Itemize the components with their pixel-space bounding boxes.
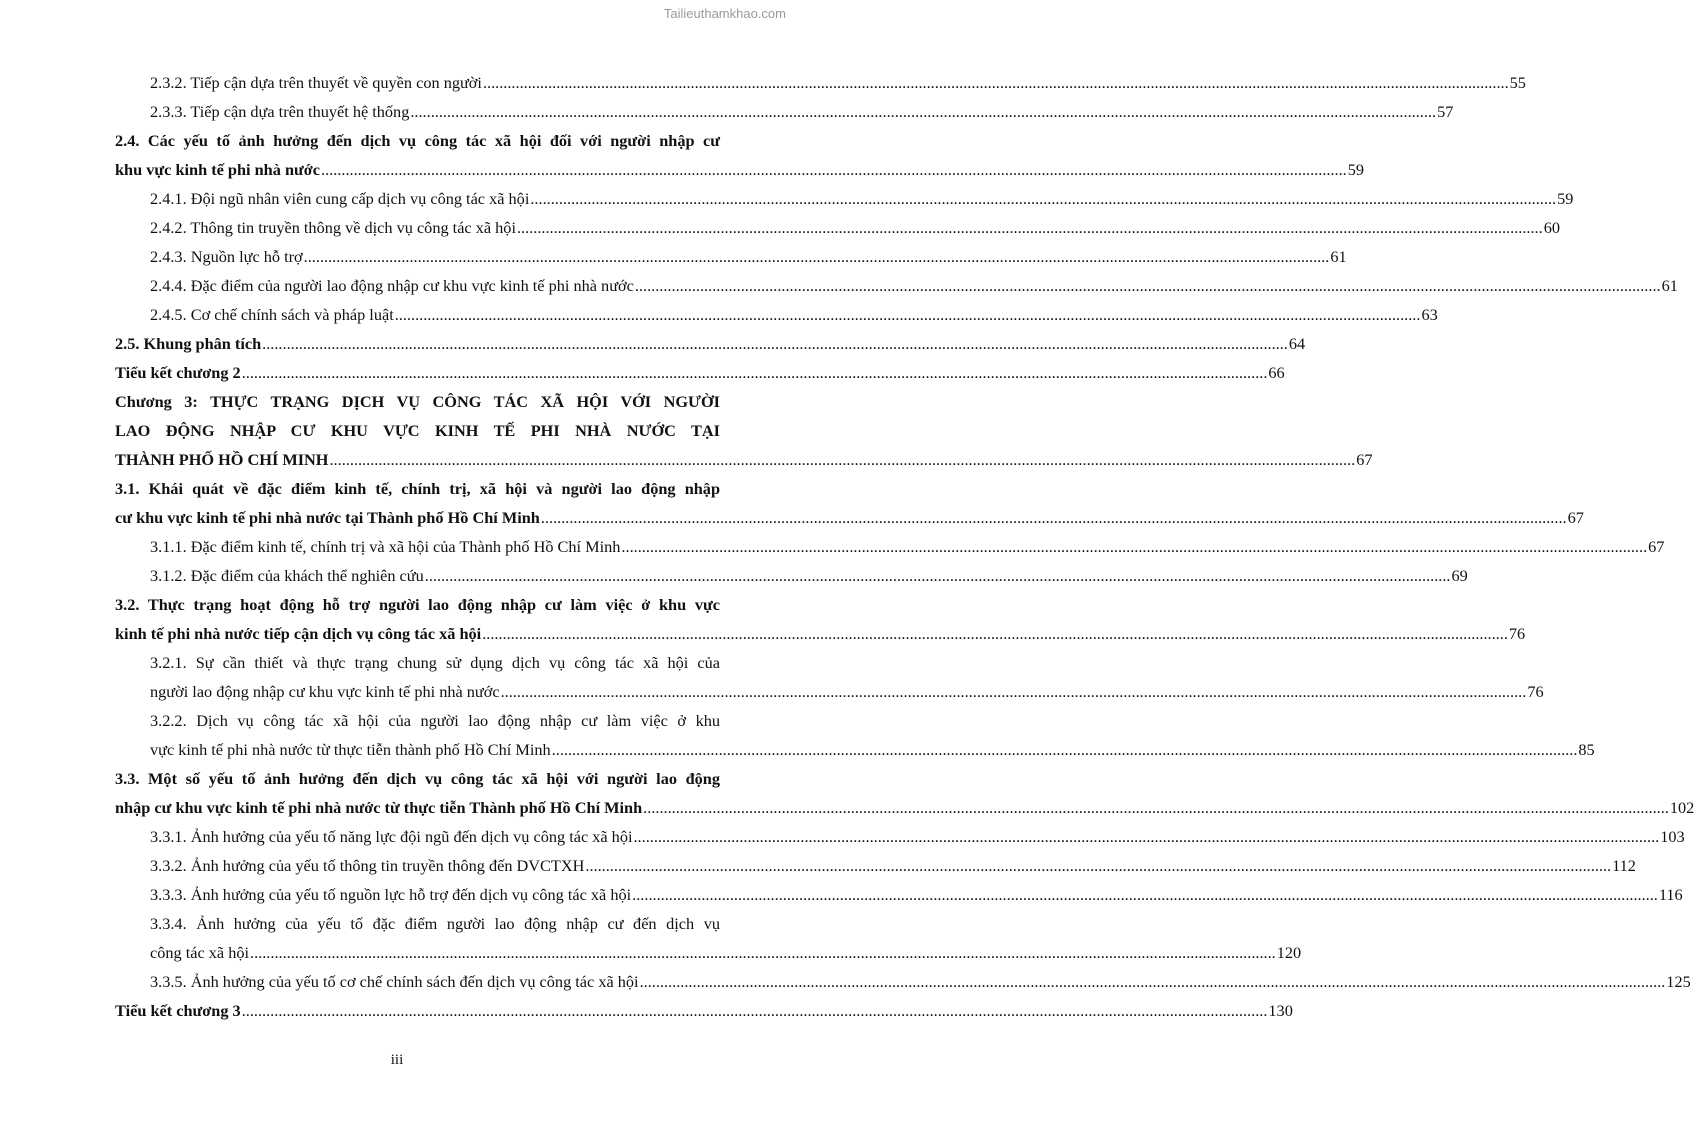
toc-entry[interactable]	[115, 798, 1694, 827]
toc-entry[interactable]	[115, 189, 1574, 218]
toc-entry[interactable]	[115, 73, 1526, 102]
toc-entry[interactable]	[115, 972, 1691, 1001]
toc-entry-heading-line[interactable]: 3.1. Khái quát về đặc điểm kinh tế, chính trị, xã hội và người lao động nhập	[115, 479, 720, 498]
toc-entry[interactable]	[115, 218, 1560, 247]
toc-entry-title: 3.3.1. Ảnh hưởng của yếu tố năng lực đội ngũ đến dịch vụ công tác xã hội	[150, 827, 633, 846]
leader-dots	[633, 827, 1659, 847]
toc-entry-title: THÀNH PHỐ HỒ CHÍ MINH	[115, 450, 329, 469]
toc-entry-title: kinh tế phi nhà nước tiếp cận dịch vụ công tác xã hội	[115, 624, 482, 643]
table-of-contents	[115, 73, 1694, 1030]
leader-dots	[541, 508, 1567, 528]
toc-entry-title: 2.5. Khung phân tích	[115, 334, 262, 353]
toc-entry-title: khu vực kinh tế phi nhà nước	[115, 160, 321, 179]
toc-entry-title: 3.3.2. Ảnh hưởng của yếu tố thông tin truyền thông đến DVCTXH	[150, 856, 585, 875]
leader-dots	[635, 276, 1661, 296]
toc-entry-page: 55	[1509, 73, 1526, 92]
toc-entry-page: 64	[1288, 334, 1306, 353]
toc-entry-heading-line[interactable]: 3.2. Thực trạng hoạt động hỗ trợ người lao động nhập cư làm việc ở khu vực	[115, 595, 720, 614]
leader-dots	[425, 566, 1451, 586]
toc-entry-heading-line[interactable]: 3.3.4. Ảnh hưởng của yếu tố đặc điểm người lao động nhập cư đến dịch vụ	[150, 914, 720, 933]
toc-entry-page: 61	[1661, 276, 1678, 295]
toc-entry-heading-line[interactable]: 3.2.1. Sự cần thiết và thực trạng chung sử dụng dịch vụ công tác xã hội của	[150, 653, 720, 672]
toc-entry-title: nhập cư khu vực kinh tế phi nhà nước từ thực tiễn Thành phố Hồ Chí Minh	[115, 798, 643, 817]
leader-dots	[632, 885, 1658, 905]
toc-entry-title: 3.3.3. Ảnh hưởng của yếu tố nguồn lực hỗ trợ đến dịch vụ công tác xã hội	[150, 885, 632, 904]
leader-dots	[304, 247, 1330, 267]
toc-entry[interactable]	[115, 624, 1526, 653]
toc-entry-title: công tác xã hội	[150, 943, 250, 962]
toc-entry-page: 66	[1268, 363, 1285, 382]
toc-entry[interactable]	[115, 247, 1347, 276]
toc-entry-title: 2.4.5. Cơ chế chính sách và pháp luật	[150, 305, 394, 324]
toc-entry-page: 112	[1612, 856, 1636, 875]
toc-entry-page: 59	[1557, 189, 1574, 208]
toc-entry[interactable]	[115, 1001, 1293, 1030]
toc-entry-heading-line[interactable]: Chương 3: THỰC TRẠNG DỊCH VỤ CÔNG TÁC XÃ HỘI VỚI NGƯỜI	[115, 392, 720, 411]
toc-entry-page: 116	[1658, 885, 1683, 904]
leader-dots	[585, 856, 1611, 876]
toc-entry-title: 3.1.2. Đặc điểm của khách thể nghiên cứu	[150, 566, 424, 585]
leader-dots	[643, 798, 1669, 818]
leader-dots	[552, 740, 1578, 760]
toc-entry-title: 3.3.5. Ảnh hưởng của yếu tố cơ chế chính sách đến dịch vụ công tác xã hội	[150, 972, 639, 991]
toc-entry-title: cư khu vực kinh tế phi nhà nước tại Thành phố Hồ Chí Minh	[115, 508, 540, 527]
toc-entry-title: Tiểu kết chương 3	[115, 1001, 241, 1020]
toc-entry-page: 85	[1578, 740, 1595, 759]
toc-entry[interactable]	[115, 276, 1678, 305]
page-number: iii	[390, 1052, 404, 1068]
toc-entry[interactable]	[115, 334, 1306, 363]
toc-entry-page: 63	[1421, 305, 1438, 324]
leader-dots	[640, 972, 1666, 992]
toc-entry[interactable]	[115, 160, 1365, 189]
toc-entry-heading-line[interactable]: 3.2.2. Dịch vụ công tác xã hội của người lao động nhập cư làm việc ở khu	[150, 711, 720, 730]
leader-dots	[250, 943, 1276, 963]
toc-entry-heading-line[interactable]: 3.3. Một số yếu tố ảnh hưởng đến dịch vụ công tác xã hội với người lao động	[115, 769, 720, 788]
toc-entry-title: 3.1.1. Đặc điểm kinh tế, chính trị và xã hội của Thành phố Hồ Chí Minh	[150, 537, 621, 556]
toc-entry[interactable]	[115, 885, 1683, 914]
toc-entry-page: 76	[1527, 682, 1544, 701]
toc-entry-title: 2.4.2. Thông tin truyền thông về dịch vụ công tác xã hội	[150, 218, 516, 237]
toc-entry-title: vực kinh tế phi nhà nước từ thực tiễn thành phố Hồ Chí Minh	[150, 740, 551, 759]
leader-dots	[321, 160, 1347, 180]
toc-entry-page: 59	[1347, 160, 1365, 179]
toc-entry-page: 57	[1437, 102, 1454, 121]
leader-dots	[483, 73, 1509, 93]
toc-entry[interactable]	[115, 682, 1544, 711]
toc-entry[interactable]	[115, 827, 1685, 856]
leader-dots	[329, 450, 1355, 470]
toc-entry[interactable]	[115, 943, 1302, 972]
toc-entry-title: 2.3.3. Tiếp cận dựa trên thuyết hệ thống	[150, 102, 410, 121]
toc-entry[interactable]	[115, 363, 1285, 392]
toc-entry-page: 102	[1669, 798, 1694, 817]
toc-entry[interactable]	[115, 740, 1595, 769]
toc-entry-title: 2.4.4. Đặc điểm của người lao động nhập cư khu vực kinh tế phi nhà nước	[150, 276, 634, 295]
toc-entry-page: 69	[1451, 566, 1468, 585]
watermark: Tailieuthamkhao.com	[663, 6, 786, 21]
leader-dots	[501, 682, 1527, 702]
toc-entry-heading-line[interactable]: LAO ĐỘNG NHẬP CƯ KHU VỰC KINH TẾ PHI NHÀ NƯỚC TẠI	[115, 421, 720, 440]
leader-dots	[517, 218, 1543, 238]
toc-entry-title: 2.4.1. Đội ngũ nhân viên cung cấp dịch vụ công tác xã hội	[150, 189, 530, 208]
leader-dots	[410, 102, 1436, 122]
toc-entry-title: Tiểu kết chương 2	[115, 363, 241, 382]
toc-entry[interactable]	[115, 508, 1584, 537]
leader-dots	[242, 1001, 1268, 1021]
toc-entry[interactable]	[115, 537, 1665, 566]
toc-entry-page: 60	[1543, 218, 1560, 237]
toc-entry[interactable]	[115, 102, 1454, 131]
toc-entry-title: 2.3.2. Tiếp cận dựa trên thuyết về quyền con người	[150, 73, 482, 92]
toc-entry[interactable]	[115, 856, 1636, 885]
toc-entry-title: người lao động nhập cư khu vực kinh tế phi nhà nước	[150, 682, 500, 701]
toc-entry-title: 2.4.3. Nguồn lực hỗ trợ	[150, 247, 303, 266]
leader-dots	[621, 537, 1647, 557]
toc-entry-heading-line[interactable]: 2.4. Các yếu tố ảnh hưởng đến dịch vụ công tác xã hội đối với người nhập cư	[115, 131, 720, 150]
toc-entry-page: 120	[1276, 943, 1302, 962]
toc-entry-page: 76	[1508, 624, 1526, 643]
toc-entry[interactable]	[115, 450, 1373, 479]
toc-entry-page: 61	[1330, 247, 1347, 266]
leader-dots	[530, 189, 1556, 209]
toc-entry-page: 125	[1666, 972, 1691, 991]
leader-dots	[262, 334, 1288, 354]
leader-dots	[395, 305, 1421, 325]
leader-dots	[242, 363, 1268, 383]
leader-dots	[482, 624, 1508, 644]
toc-entry-page: 67	[1567, 508, 1584, 527]
toc-entry-page: 130	[1268, 1001, 1293, 1020]
toc-entry[interactable]	[115, 566, 1468, 595]
toc-entry-page: 67	[1356, 450, 1373, 469]
toc-entry[interactable]	[115, 305, 1438, 334]
toc-entry-page: 103	[1660, 827, 1685, 846]
toc-entry-page: 67	[1648, 537, 1665, 556]
